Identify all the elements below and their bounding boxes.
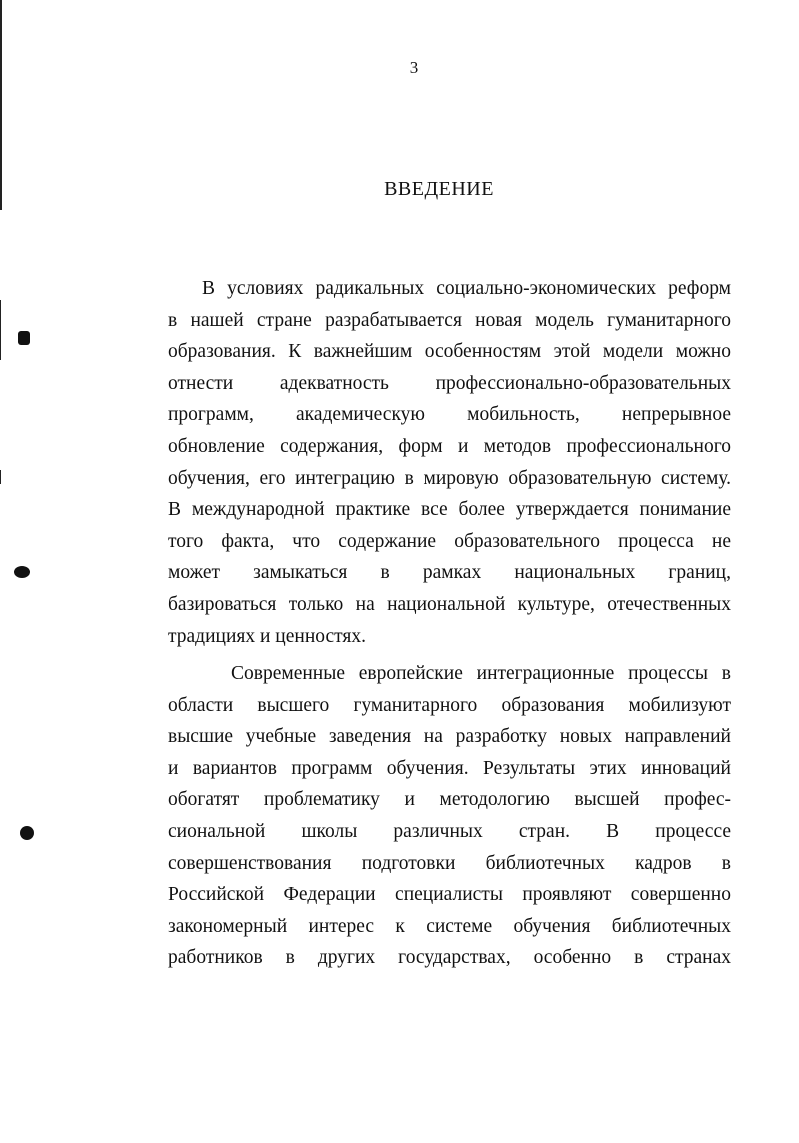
text-line: В международной практике все более утверждается понимание (168, 499, 731, 521)
paragraph-2 (168, 658, 731, 974)
text-line: программ, академическую мобильность, непрерывное (168, 404, 731, 426)
text-line: работников в других государствах, особенно в странах (168, 947, 731, 969)
text-line: сиональной школы различных стран. В процессе (168, 820, 731, 842)
text-line: может замыкаться в рамках национальных границ, (168, 562, 731, 584)
text-line: отнести адекватность профессионально-образовательных (168, 372, 731, 394)
text-line: базироваться только на национальной культуре, отечественных (168, 593, 731, 615)
paragraph-1 (168, 273, 731, 652)
text-line: обучения, его интеграцию в мировую образовательную систему. (168, 467, 731, 489)
text-line: Современные европейские интеграционные процессы в (231, 663, 731, 684)
text-line: высшие учебные заведения на разработку новых направлений (168, 726, 731, 748)
page-number: 3 (409, 58, 419, 77)
text-line: и вариантов программ обучения. Результаты этих инноваций (168, 757, 731, 779)
text-line: образования. К важнейшим особенностям этой модели можно (168, 341, 731, 363)
scan-edge-mid (0, 300, 1, 360)
text-line: области высшего гуманитарного образования мобилизуют (168, 694, 731, 716)
text-line: совершенствования подготовки библиотечных кадров в (168, 852, 731, 874)
scan-edge-low (0, 470, 1, 484)
text-line: В условиях радикальных социально-экономических реформ (202, 278, 731, 299)
section-title: ВВЕДЕНИЕ (384, 178, 494, 200)
scan-speck-1 (18, 331, 30, 345)
scan-speck-3 (20, 826, 34, 840)
text-line: того факта, что содержание образовательного процесса не (168, 530, 731, 552)
text-line: в нашей стране разрабатывается новая модель гуманитарного (168, 309, 731, 331)
text-line: Российской Федерации специалисты проявляют совершенно (168, 884, 731, 906)
text-line: традициях и ценностях. (168, 625, 367, 647)
scan-speck-2 (14, 566, 30, 578)
text-line: закономерный интерес к системе обучения библиотечных (168, 915, 731, 937)
text-line: обновление содержания, форм и методов профессионального (168, 435, 731, 457)
text-line: обогатят проблематику и методологию высшей профес- (168, 789, 731, 811)
